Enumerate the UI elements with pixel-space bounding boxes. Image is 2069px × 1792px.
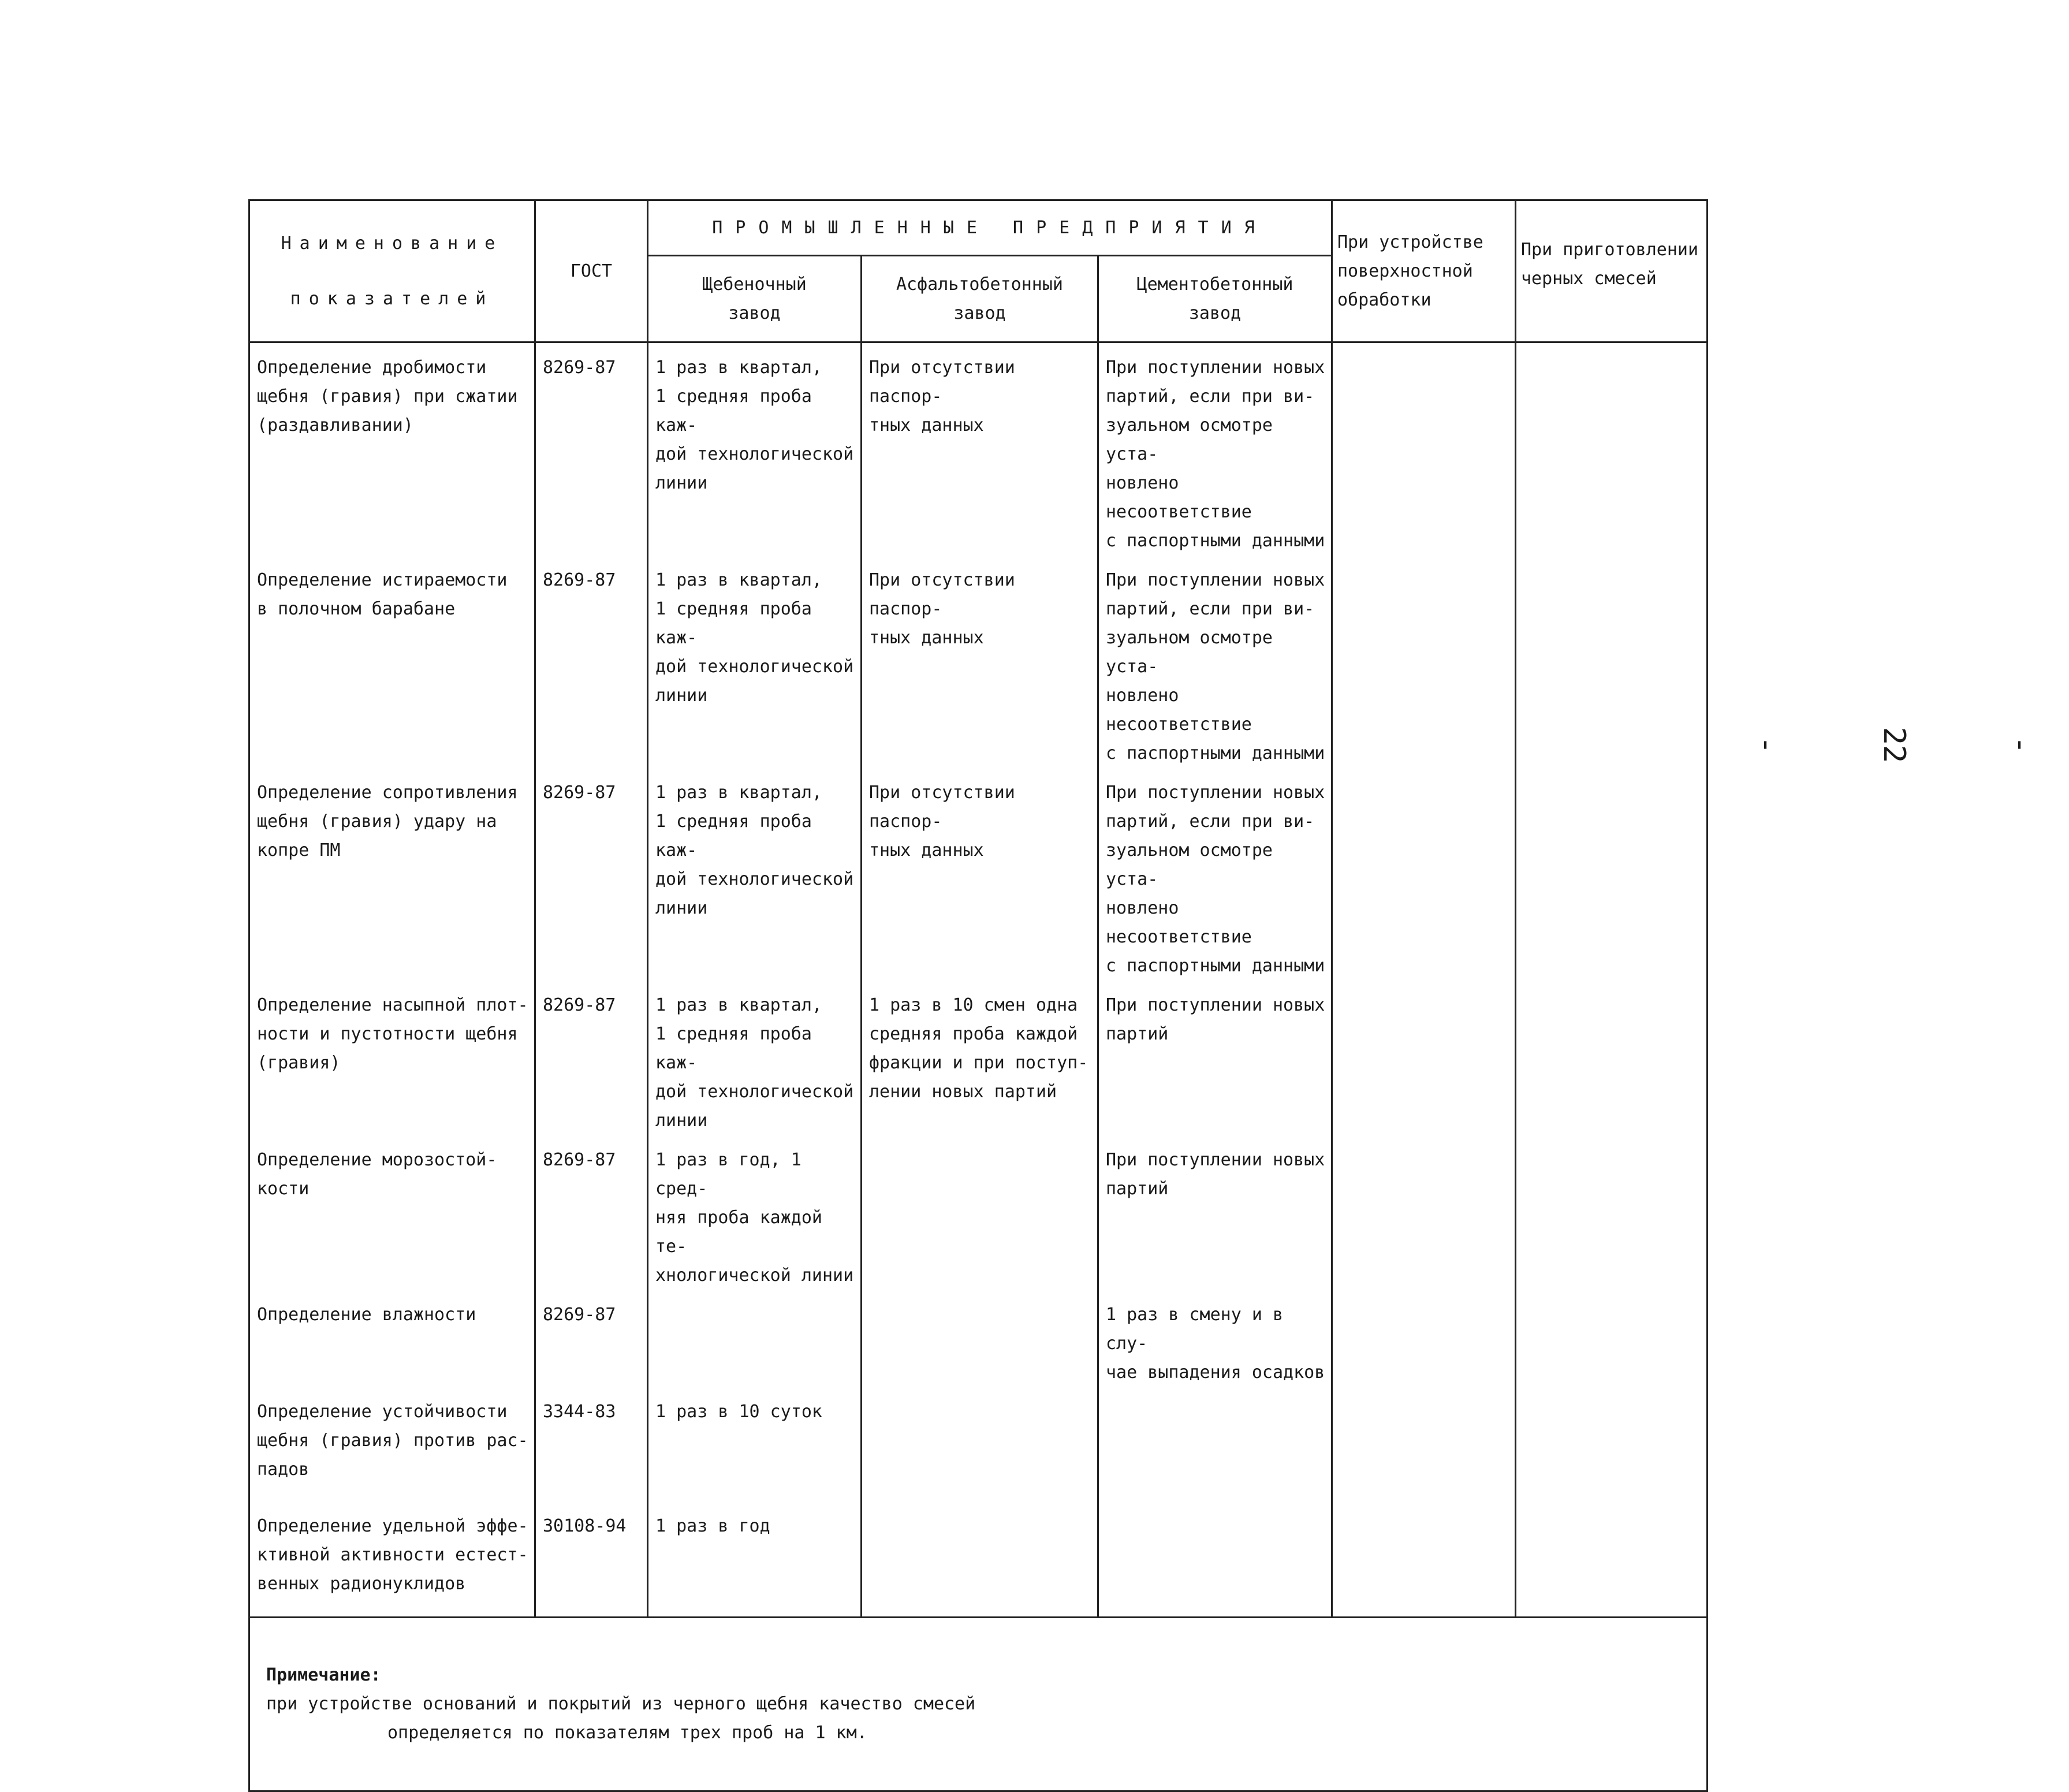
cell-surface-treatment [1332, 768, 1516, 981]
cell-indicator-name: Определение сопротивления щебня (гравия) удару на копре ПМ [249, 768, 535, 981]
cell-asphalt-plant [862, 1502, 1098, 1617]
cell-black-mixes [1516, 556, 1708, 768]
cell-gost: 8269-87 [535, 1290, 648, 1387]
table-row [249, 1502, 1708, 1617]
header-industrial-enterprises: ПРОМЫШЛЕННЫЕ ПРЕДПРИЯТИЯ [648, 200, 1332, 256]
cell-surface-treatment [1332, 342, 1516, 556]
cell-surface-treatment [1332, 1502, 1516, 1617]
cell-surface-treatment [1332, 1387, 1516, 1502]
cell-black-mixes [1516, 1387, 1708, 1502]
cell-cement-plant [1098, 1502, 1332, 1617]
cell-black-mixes [1516, 342, 1708, 556]
cell-indicator-name: Определение морозостой- кости [249, 1135, 535, 1290]
footnote [249, 1617, 1708, 1791]
table-row [249, 556, 1708, 768]
cell-indicator-name: Определение удельной эффе- ктивной активности естест- венных радионуклидов [249, 1502, 535, 1617]
cell-gost: 8269-87 [535, 981, 648, 1135]
cell-gost: 3344-83 [535, 1387, 648, 1502]
cell-cement-plant: 1 раз в смену и в слу- чае выпадения осадков [1098, 1290, 1332, 1387]
cell-black-mixes [1516, 1502, 1708, 1617]
note-row [249, 1617, 1708, 1791]
cell-surface-treatment [1332, 981, 1516, 1135]
cell-cement-plant: При поступлении новых партий, если при ви- зуальном осмотре уста- новлено несоответствие с паспортными данными [1098, 556, 1332, 768]
cell-asphalt-plant [862, 1135, 1098, 1290]
header-crushed-stone-plant: Щебеночный завод [648, 256, 862, 342]
cell-gost: 8269-87 [535, 342, 648, 556]
cell-cement-plant: При поступлении новых партий, если при ви- зуальном осмотре уста- новлено несоответствие с паспортными данными [1098, 342, 1332, 556]
cell-crushed-plant: 1 раз в год, 1 сред- няя проба каждой те- хнологической линии [648, 1135, 862, 1290]
cell-indicator-name: Определение влажности [249, 1290, 535, 1387]
cell-asphalt-plant [862, 1290, 1098, 1387]
cell-crushed-plant [648, 1290, 862, 1387]
cell-black-mixes [1516, 1290, 1708, 1387]
cell-indicator-name: Определение устойчивости щебня (гравия) против рас- падов [249, 1387, 535, 1502]
cell-surface-treatment [1332, 556, 1516, 768]
cell-crushed-plant: 1 раз в 10 суток [648, 1387, 862, 1502]
cell-cement-plant [1098, 1387, 1332, 1502]
header-gost: ГОСТ [535, 200, 648, 342]
cell-asphalt-plant [862, 1387, 1098, 1502]
cell-asphalt-plant: 1 раз в 10 смен одна средняя проба каждой фракции и при поступ- лении новых партий [862, 981, 1098, 1135]
cell-indicator-name: Определение истираемости в полочном барабане [249, 556, 535, 768]
cell-black-mixes [1516, 768, 1708, 981]
cell-crushed-plant: 1 раз в год [648, 1502, 862, 1617]
cell-crushed-plant: 1 раз в квартал, 1 средняя проба каж- дой технологической линии [648, 556, 862, 768]
cell-cement-plant: При поступлении новых партий [1098, 1135, 1332, 1290]
cell-crushed-plant: 1 раз в квартал, 1 средняя проба каж- дой технологической линии [648, 768, 862, 981]
note-label: Примечание: [266, 1664, 381, 1685]
cell-black-mixes [1516, 981, 1708, 1135]
table-row [249, 342, 1708, 556]
cell-crushed-plant: 1 раз в квартал, 1 средняя проба каж- дой технологической линии [648, 342, 862, 556]
cell-cement-plant: При поступлении новых партий [1098, 981, 1332, 1135]
header-asphalt-plant: Асфальтобетонный завод [862, 256, 1098, 342]
indicators-table [248, 199, 1708, 1792]
cell-surface-treatment [1332, 1135, 1516, 1290]
cell-gost: 8269-87 [535, 768, 648, 981]
cell-cement-plant: При поступлении новых партий, если при ви- зуальном осмотре уста- новлено несоответствие с паспортными данными [1098, 768, 1332, 981]
cell-indicator-name: Определение насыпной плот- ности и пустотности щебня (гравия) [249, 981, 535, 1135]
cell-gost: 8269-87 [535, 556, 648, 768]
note-line-1: при устройстве оснований и покрытий из черного щебня качество смесей [266, 1693, 976, 1714]
cell-gost: 30108-94 [535, 1502, 648, 1617]
table-row [249, 1290, 1708, 1387]
header-cement-plant: Цементобетонный завод [1098, 256, 1332, 342]
cell-black-mixes [1516, 1135, 1708, 1290]
cell-indicator-name: Определение дробимости щебня (гравия) при сжатии (раздавливании) [249, 342, 535, 556]
cell-asphalt-plant: При отсутствии паспор- тных данных [862, 768, 1098, 981]
cell-surface-treatment [1332, 1290, 1516, 1387]
table-row [249, 768, 1708, 981]
header-name: Наименование показателей [249, 200, 535, 342]
header-black-mixes: При приготовлении черных смесей [1516, 200, 1708, 342]
header-surface-treatment: При устройстве поверхностной обработки [1332, 200, 1516, 342]
table-row [249, 1135, 1708, 1290]
cell-gost: 8269-87 [535, 1135, 648, 1290]
note-line-2: определяется по показателям трех проб на 1 км. [387, 1722, 867, 1743]
cell-asphalt-plant: При отсутствии паспор- тных данных [862, 556, 1098, 768]
table-row [249, 1387, 1708, 1502]
cell-crushed-plant: 1 раз в квартал, 1 средняя проба каж- дой технологической линии [648, 981, 862, 1135]
page-number: - 22 - [1750, 727, 2038, 763]
cell-asphalt-plant: При отсутствии паспор- тных данных [862, 342, 1098, 556]
table-row [249, 981, 1708, 1135]
